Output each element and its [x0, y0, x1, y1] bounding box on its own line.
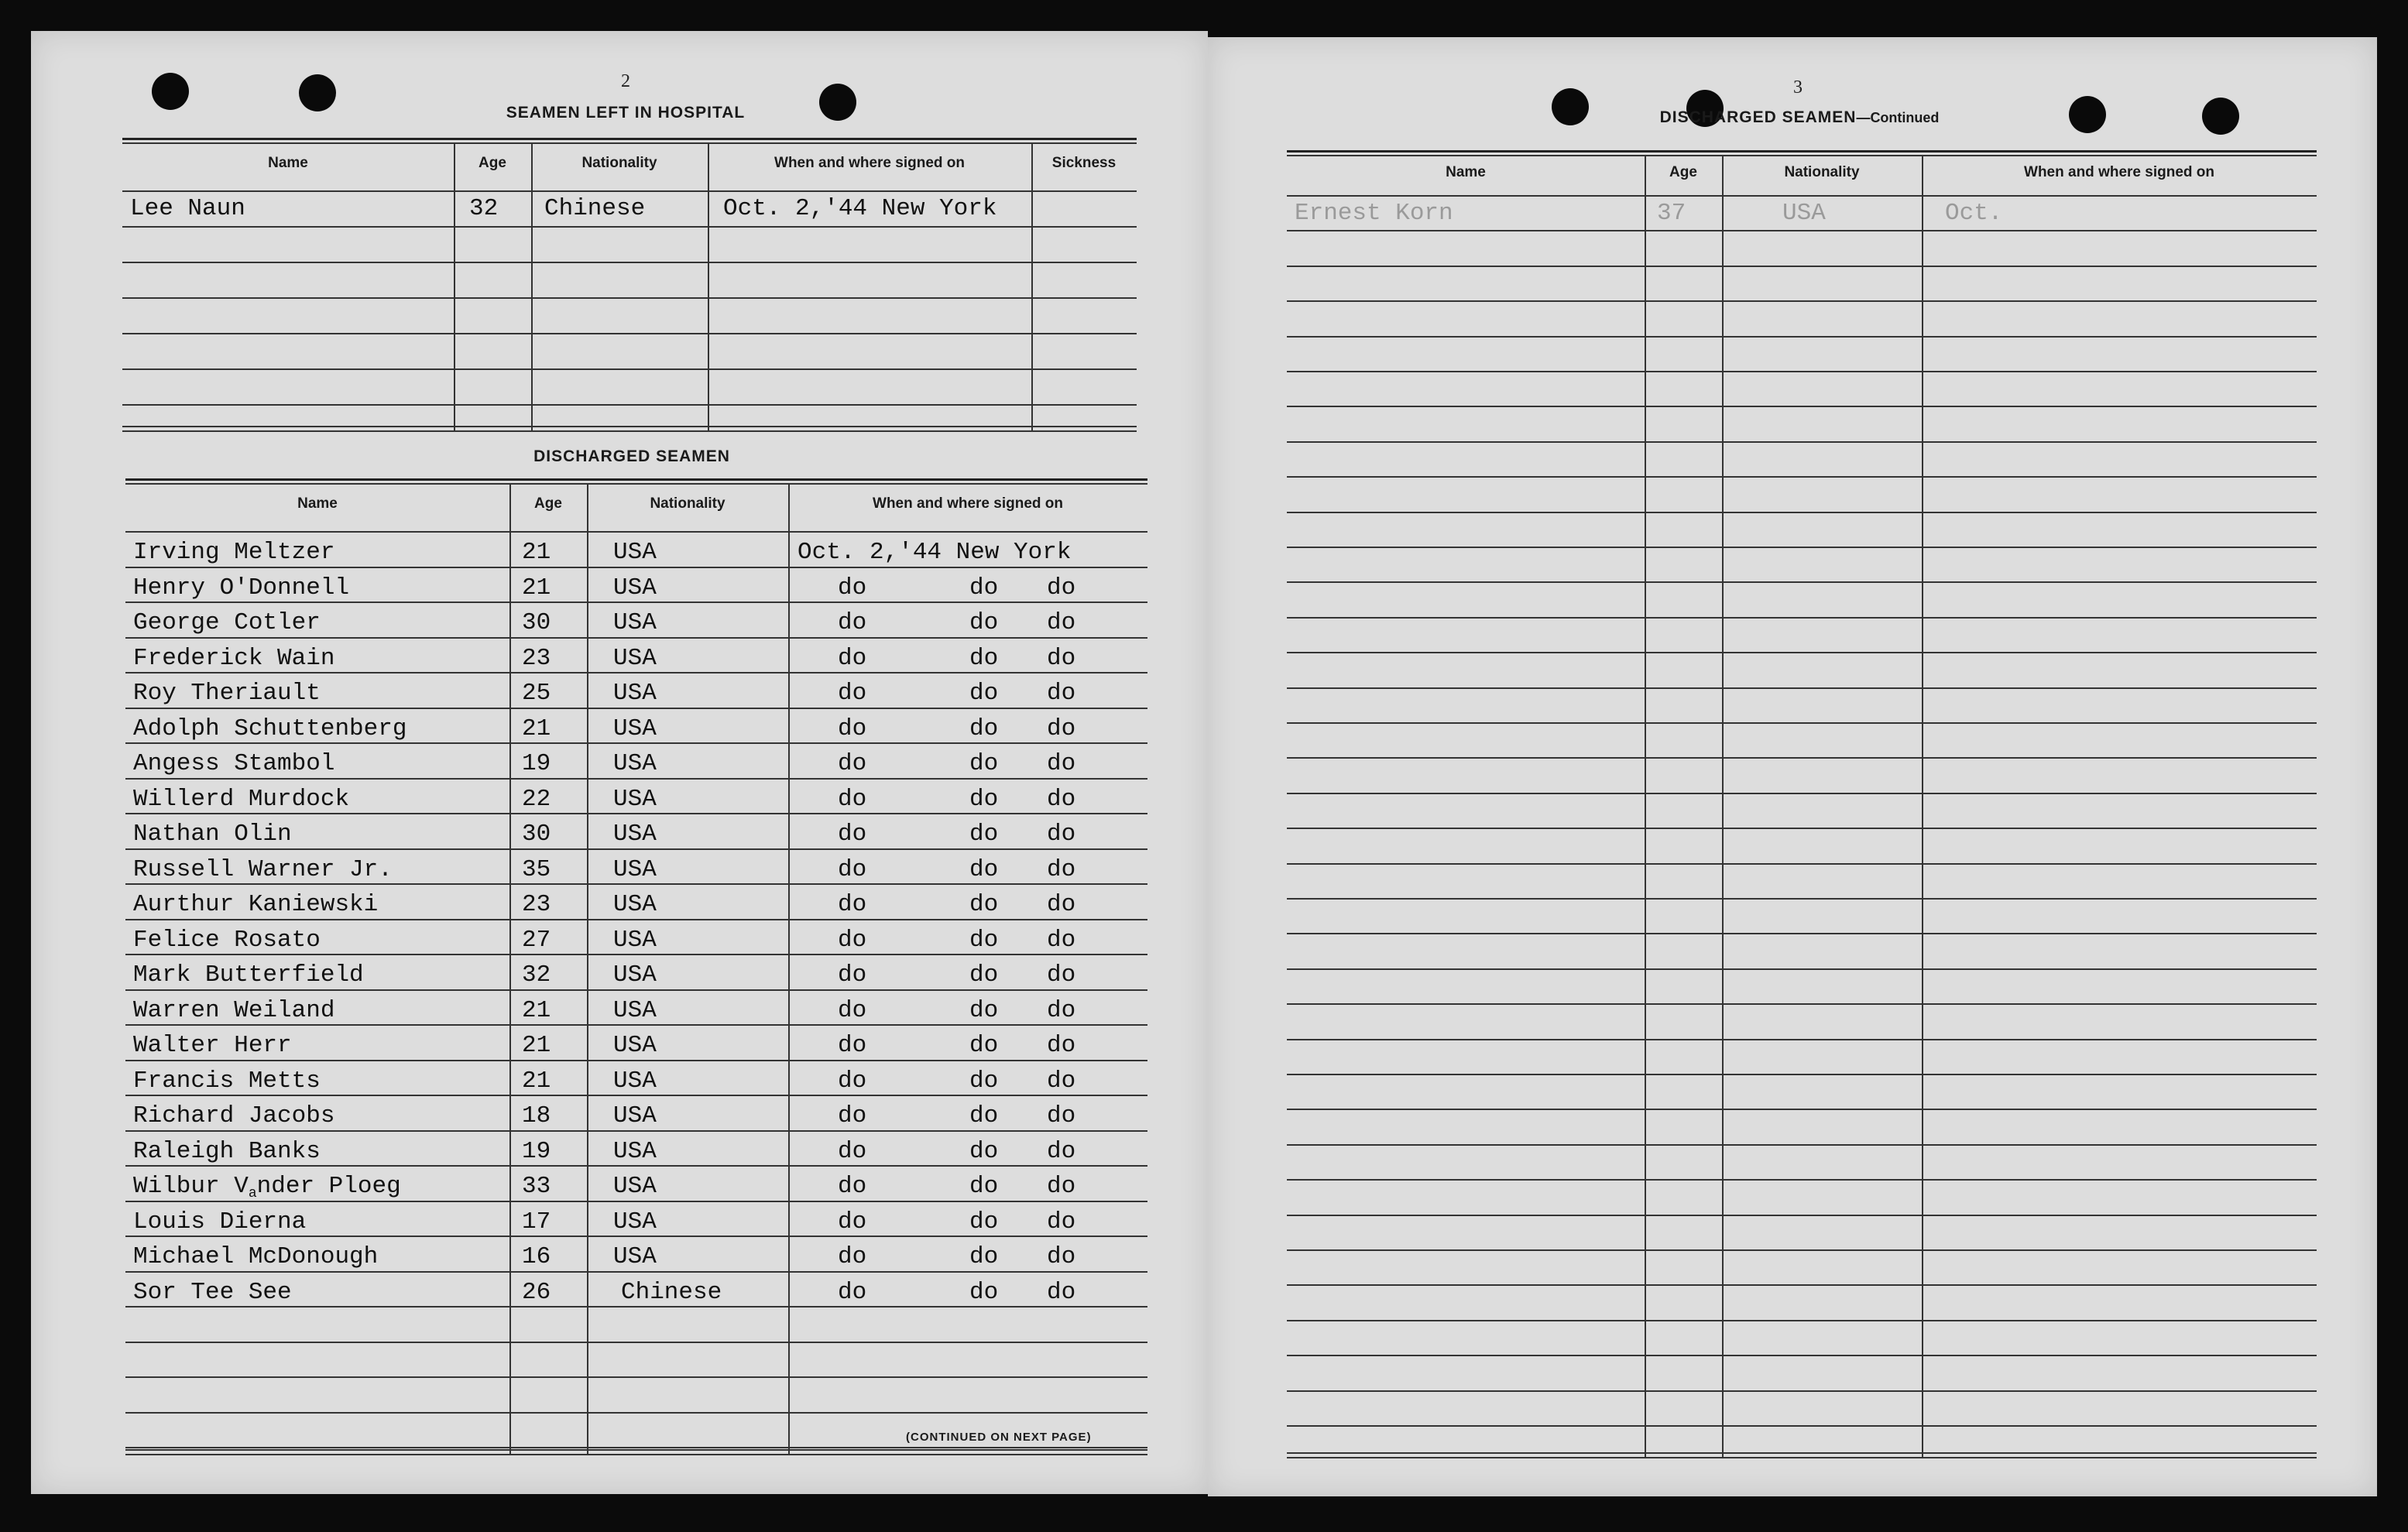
entry-name: Russell Warner Jr. — [133, 855, 393, 883]
entry-age: 23 — [522, 891, 551, 918]
continued-note: (CONTINUED ON NEXT PAGE) — [906, 1431, 1092, 1444]
entry-age: 21 — [522, 539, 551, 566]
entry-age: 25 — [522, 680, 551, 707]
row-rule — [1287, 1215, 2317, 1216]
hospital-table — [122, 138, 1137, 432]
column-rule — [587, 483, 588, 1455]
table-bottom-rule — [125, 1454, 1147, 1455]
entry-name: Lee Naun — [130, 195, 245, 222]
row-rule — [125, 919, 1147, 920]
row-rule — [125, 708, 1147, 709]
punch-hole — [1552, 88, 1589, 125]
ditto-mark: do — [969, 1243, 999, 1270]
entry-nationality: Chinese — [544, 195, 646, 222]
table-top-rule — [125, 478, 1147, 481]
ditto-mark: do — [969, 1208, 999, 1236]
row-rule — [125, 1060, 1147, 1061]
entry-name: Nathan Olin — [133, 821, 292, 848]
row-rule — [125, 1376, 1147, 1378]
table-top-rule — [1287, 155, 2317, 156]
column-header: Age — [534, 495, 562, 512]
row-rule — [1287, 1284, 2317, 1286]
ditto-mark: do — [838, 1243, 867, 1270]
header-rule — [122, 190, 1137, 192]
row-rule — [1287, 581, 2317, 583]
row-rule — [125, 813, 1147, 814]
title-main: DISCHARGED SEAMEN — [1659, 108, 1857, 126]
ditto-mark: do — [838, 855, 867, 883]
ditto-mark: do — [838, 1137, 867, 1165]
entry-name: Felice Rosato — [133, 926, 321, 954]
row-rule — [125, 1306, 1147, 1308]
entry-name: Sor Tee See — [133, 1278, 292, 1306]
ditto-mark: do — [838, 1032, 867, 1059]
column-rule — [1722, 155, 1724, 1458]
row-rule — [1287, 898, 2317, 900]
entry-nationality: USA — [613, 1137, 657, 1165]
hospital-section-title: SEAMEN LEFT IN HOSPITAL — [506, 104, 746, 122]
entry-age: 17 — [522, 1208, 551, 1236]
ditto-mark: do — [1047, 926, 1076, 954]
entry-nationality: USA — [613, 785, 657, 813]
ditto-mark: do — [969, 750, 999, 777]
entry-name: Mark Butterfield — [133, 961, 364, 989]
column-header: When and where signed on — [2024, 164, 2214, 180]
ditto-mark: do — [969, 644, 999, 672]
row-rule — [122, 404, 1137, 406]
ditto-mark: do — [1047, 574, 1076, 601]
entry-nationality: USA — [613, 680, 657, 707]
column-rule — [1645, 155, 1646, 1458]
ditto-mark: do — [838, 926, 867, 954]
row-rule — [1287, 230, 2317, 231]
table-bottom-rule — [1287, 1457, 2317, 1458]
ditto-mark: do — [838, 785, 867, 813]
row-rule — [125, 1447, 1147, 1448]
ditto-mark: do — [1047, 680, 1076, 707]
right-page — [1208, 37, 2377, 1496]
ditto-mark: do — [1047, 961, 1076, 989]
row-rule — [125, 989, 1147, 991]
column-header: Name — [297, 495, 338, 512]
table-bottom-rule — [122, 430, 1137, 432]
ditto-mark: do — [969, 961, 999, 989]
row-rule — [122, 368, 1137, 370]
column-header: Name — [268, 155, 308, 171]
row-rule — [1287, 863, 2317, 865]
row-rule — [125, 1024, 1147, 1026]
entry-age: 32 — [522, 961, 551, 989]
entry-name: Louis Dierna — [133, 1208, 307, 1236]
entry-name: Michael McDonough — [133, 1243, 379, 1270]
entry-nationality: USA — [613, 1102, 657, 1129]
row-rule — [122, 297, 1137, 299]
entry-nationality: USA — [613, 750, 657, 777]
row-rule — [1287, 1179, 2317, 1181]
ditto-mark: do — [969, 926, 999, 954]
row-rule — [1287, 1390, 2317, 1392]
row-rule — [1287, 757, 2317, 759]
row-rule — [1287, 793, 2317, 794]
ditto-mark: do — [1047, 750, 1076, 777]
discharged-continued-title — [1660, 108, 1940, 127]
entry-nationality: USA — [613, 926, 657, 954]
row-rule — [125, 883, 1147, 885]
entry-nationality: Chinese — [621, 1278, 722, 1306]
row-rule — [125, 601, 1147, 603]
ditto-mark: do — [969, 996, 999, 1024]
row-rule — [1287, 968, 2317, 970]
row-rule — [1287, 1249, 2317, 1251]
entry-age: 21 — [522, 1032, 551, 1059]
ditto-mark: do — [1047, 1173, 1076, 1200]
column-header: Age — [1669, 164, 1697, 180]
ditto-mark: do — [1047, 609, 1076, 636]
entry-nationality: USA — [613, 609, 657, 636]
row-rule — [125, 848, 1147, 850]
entry-name: Irving Meltzer — [133, 539, 335, 566]
entry-nationality: USA — [613, 855, 657, 883]
entry-nationality: USA — [613, 821, 657, 848]
row-rule — [125, 1130, 1147, 1132]
ditto-mark: do — [969, 821, 999, 848]
ditto-mark: do — [838, 821, 867, 848]
ditto-mark: do — [838, 891, 867, 918]
column-header: Nationality — [650, 495, 725, 512]
entry-age: 27 — [522, 926, 551, 954]
header-rule — [125, 531, 1147, 533]
entry-nationality: USA — [613, 715, 657, 742]
row-rule — [1287, 300, 2317, 302]
entry-nationality: USA — [613, 891, 657, 918]
ditto-mark: do — [838, 750, 867, 777]
entry-age: 35 — [522, 855, 551, 883]
row-rule — [122, 226, 1137, 228]
discharged-continued-table — [1287, 150, 2317, 1458]
entry-name: Willerd Murdock — [133, 785, 350, 813]
ditto-mark: do — [1047, 855, 1076, 883]
row-rule — [1287, 1320, 2317, 1321]
row-rule — [1287, 1144, 2317, 1146]
punch-hole — [2202, 98, 2239, 135]
row-rule — [1287, 406, 2317, 407]
entry-nationality: USA — [613, 1208, 657, 1236]
table-top-rule — [1287, 150, 2317, 153]
entry-name: Adolph Schuttenberg — [133, 715, 407, 742]
entry-signed-on: Oct. — [1945, 200, 2003, 227]
row-rule — [1287, 1425, 2317, 1427]
ditto-mark: do — [969, 1278, 999, 1306]
column-header: Age — [479, 155, 506, 171]
row-rule — [1287, 1003, 2317, 1005]
ditto-mark: do — [969, 574, 999, 601]
column-rule — [788, 483, 790, 1455]
row-rule — [125, 567, 1147, 568]
discharged-section-title: DISCHARGED SEAMEN — [533, 447, 730, 465]
row-rule — [125, 672, 1147, 673]
entry-nationality: USA — [613, 644, 657, 672]
column-header: Nationality — [581, 155, 657, 171]
entry-name: Walter Herr — [133, 1032, 292, 1059]
entry-nationality: USA — [1782, 200, 1826, 227]
entry-name: Angess Stambol — [133, 750, 335, 777]
row-rule — [1287, 441, 2317, 443]
column-header: When and where signed on — [774, 155, 965, 171]
ditto-mark: do — [838, 574, 867, 601]
column-header: Nationality — [1784, 164, 1860, 180]
ditto-mark: do — [969, 785, 999, 813]
column-rule — [531, 142, 533, 432]
ditto-mark: do — [969, 1173, 999, 1200]
ditto-mark: do — [969, 1102, 999, 1129]
entry-name: Richard Jacobs — [133, 1102, 335, 1129]
punch-hole — [819, 84, 856, 121]
row-rule — [1287, 652, 2317, 653]
column-rule — [454, 142, 455, 432]
row-rule — [125, 1165, 1147, 1167]
entry-age: 23 — [522, 644, 551, 672]
table-bottom-rule — [125, 1449, 1147, 1451]
entry-nationality: USA — [613, 961, 657, 989]
ditto-mark: do — [1047, 1032, 1076, 1059]
ditto-mark: do — [969, 1032, 999, 1059]
row-rule — [125, 742, 1147, 744]
entry-age: 18 — [522, 1102, 551, 1129]
entry-name: George Cotler — [133, 609, 321, 636]
row-rule — [1287, 828, 2317, 829]
table-bottom-rule — [122, 426, 1137, 427]
row-rule — [122, 262, 1137, 263]
ditto-mark: do — [838, 1278, 867, 1306]
ditto-mark: do — [969, 609, 999, 636]
entry-age: 30 — [522, 821, 551, 848]
entry-nationality: USA — [613, 996, 657, 1024]
entry-name: Roy Theriault — [133, 680, 321, 707]
ditto-mark: do — [838, 644, 867, 672]
discharged-table — [125, 478, 1147, 1455]
ditto-mark: do — [1047, 821, 1076, 848]
table-top-rule — [125, 483, 1147, 485]
row-rule — [1287, 547, 2317, 548]
punch-hole — [299, 74, 336, 111]
entry-signed-on: Oct. 2,'44 New York — [723, 195, 997, 222]
row-rule — [1287, 1355, 2317, 1356]
page-number: 2 — [621, 71, 630, 91]
entry-age: 21 — [522, 574, 551, 601]
entry-age: 19 — [522, 750, 551, 777]
entry-nationality: USA — [613, 574, 657, 601]
row-rule — [125, 1095, 1147, 1096]
entry-signed-on: Oct. 2,'44 New York — [798, 539, 1072, 566]
entry-age: 33 — [522, 1173, 551, 1200]
row-rule — [1287, 687, 2317, 689]
entry-nationality: USA — [613, 539, 657, 566]
entry-nationality: USA — [613, 1032, 657, 1059]
ditto-mark: do — [1047, 891, 1076, 918]
ditto-mark: do — [838, 1102, 867, 1129]
entry-age: 26 — [522, 1278, 551, 1306]
entry-name: Francis Metts — [133, 1067, 321, 1095]
ditto-mark: do — [1047, 996, 1076, 1024]
punch-hole — [152, 73, 189, 110]
row-rule — [1287, 1109, 2317, 1110]
header-rule — [1287, 195, 2317, 197]
entry-name: Ernest Korn — [1295, 200, 1453, 227]
entry-age: 32 — [469, 195, 499, 222]
entry-name: Wilbur $V_ander$ Ploeg — [133, 1173, 401, 1201]
ditto-mark: do — [1047, 1067, 1076, 1095]
column-header: Name — [1446, 164, 1486, 180]
column-rule — [1922, 155, 1923, 1458]
entry-name: Raleigh Banks — [133, 1137, 321, 1165]
ditto-mark: do — [969, 680, 999, 707]
row-rule — [1287, 371, 2317, 372]
row-rule — [125, 637, 1147, 639]
row-rule — [125, 954, 1147, 955]
column-header: Sickness — [1051, 155, 1117, 171]
entry-nationality: USA — [613, 1243, 657, 1270]
entry-name: Aurthur Kaniewski — [133, 891, 379, 918]
entry-age: 21 — [522, 996, 551, 1024]
ditto-mark: do — [969, 715, 999, 742]
ditto-mark: do — [838, 609, 867, 636]
column-rule — [708, 142, 709, 432]
row-rule — [1287, 722, 2317, 724]
entry-name: Henry O'Donnell — [133, 574, 350, 601]
table-bottom-rule — [1287, 1452, 2317, 1454]
page-number: 3 — [1793, 77, 1803, 98]
ditto-mark: do — [838, 680, 867, 707]
ditto-mark: do — [1047, 1243, 1076, 1270]
row-rule — [1287, 1039, 2317, 1040]
entry-age: 21 — [522, 715, 551, 742]
ditto-mark: do — [1047, 1102, 1076, 1129]
row-rule — [125, 1271, 1147, 1273]
left-page — [31, 31, 1208, 1494]
ditto-mark: do — [838, 715, 867, 742]
table-top-rule — [122, 138, 1137, 140]
entry-name: Frederick Wain — [133, 644, 335, 672]
row-rule — [1287, 266, 2317, 267]
entry-age: 19 — [522, 1137, 551, 1165]
ditto-mark: do — [969, 855, 999, 883]
ditto-mark: do — [1047, 644, 1076, 672]
ditto-mark: do — [838, 961, 867, 989]
row-rule — [1287, 933, 2317, 934]
entry-nationality: USA — [613, 1067, 657, 1095]
ditto-mark: do — [1047, 1208, 1076, 1236]
entry-age: 30 — [522, 609, 551, 636]
title-suffix: —Continued — [1856, 110, 1940, 125]
column-header: When and where signed on — [873, 495, 1063, 512]
ditto-mark: do — [838, 1173, 867, 1200]
row-rule — [1287, 336, 2317, 338]
row-rule — [125, 778, 1147, 780]
punch-hole — [2069, 96, 2106, 133]
row-rule — [125, 1236, 1147, 1237]
row-rule — [1287, 512, 2317, 513]
ditto-mark: do — [969, 1067, 999, 1095]
ditto-mark: do — [838, 1067, 867, 1095]
row-rule — [125, 1412, 1147, 1414]
entry-age: 37 — [1657, 200, 1686, 227]
row-rule — [1287, 617, 2317, 619]
row-rule — [125, 1342, 1147, 1343]
column-rule — [1031, 142, 1033, 432]
entry-age: 21 — [522, 1067, 551, 1095]
entry-age: 22 — [522, 785, 551, 813]
ditto-mark: do — [969, 891, 999, 918]
ditto-mark: do — [1047, 1278, 1076, 1306]
table-top-rule — [122, 142, 1137, 144]
ditto-mark: do — [969, 1137, 999, 1165]
row-rule — [1287, 1074, 2317, 1075]
ditto-mark: do — [1047, 1137, 1076, 1165]
row-rule — [122, 333, 1137, 334]
ditto-mark: do — [838, 996, 867, 1024]
ditto-mark: do — [1047, 785, 1076, 813]
ditto-mark: do — [1047, 715, 1076, 742]
entry-nationality: USA — [613, 1173, 657, 1200]
entry-name: Warren Weiland — [133, 996, 335, 1024]
entry-age: 16 — [522, 1243, 551, 1270]
ditto-mark: do — [838, 1208, 867, 1236]
row-rule — [1287, 476, 2317, 478]
column-rule — [509, 483, 511, 1455]
